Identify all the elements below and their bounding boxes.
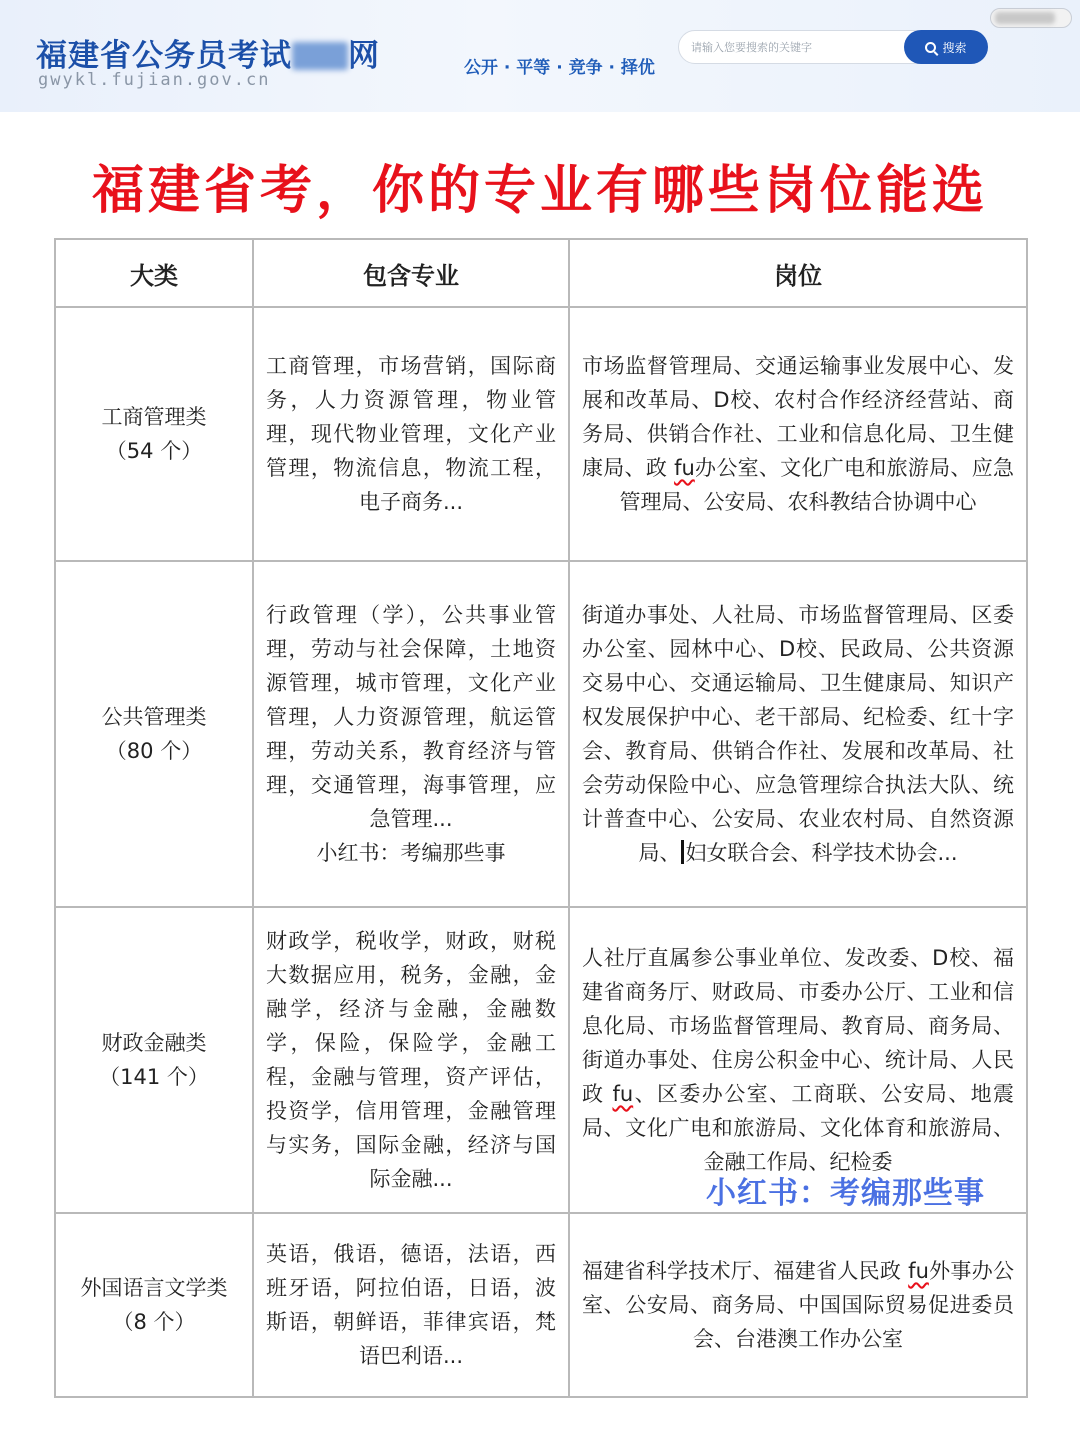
site-url: gwykl.fujian.gov.cn (38, 70, 271, 90)
search-input[interactable]: 请输入您要搜索的关键字 (678, 30, 978, 64)
positions-text: 妇女联合会、科学技术协会... (685, 841, 958, 865)
category-name: 公共管理类 (101, 705, 207, 729)
category-name: 外国语言文学类 (80, 1276, 228, 1300)
table-row (55, 1213, 1027, 1397)
majors-cell: 英语，俄语，德语，法语，西班牙语，阿拉伯语，日语，波斯语，朝鲜语，菲律宾语，梵语巴利语... (253, 1213, 569, 1397)
site-header (0, 0, 1080, 112)
search-icon (925, 42, 936, 53)
header-positions: 岗位 (569, 239, 1027, 307)
category-cell (55, 907, 253, 1213)
blurred-region (292, 42, 348, 70)
positions-text-fu: fu (908, 1259, 929, 1283)
header-category: 大类 (55, 239, 253, 307)
blurred-toggle[interactable] (990, 8, 1072, 28)
site-title[interactable] (36, 30, 380, 75)
positions-cell (569, 1213, 1027, 1397)
positions-text-fu: fu (674, 456, 695, 480)
positions-text: 人社厅直属参公事业单位、发改委、D校、福建省商务厅、财政局、市委办公厅、工业和信息化局、市场监督管理局、教育局、商务局、街道办事处、住房公积金中心、统计局、人民政 (582, 946, 1014, 1106)
major-position-table (54, 238, 1028, 1398)
positions-text: 外事办公室、公安局、商务局、中国国际贸易促进委员会、台港澳工作办公室 (582, 1259, 1014, 1351)
category-count: （80 个） (105, 739, 203, 763)
positions-text: 福建省科学技术厅、福建省人民政 (582, 1259, 909, 1283)
category-cell (55, 307, 253, 561)
positions-text: 办公室、文化广电和旅游局、应急管理局、公安局、农科教结合协调中心 (619, 456, 1014, 514)
site-slogan: 公开 · 平等 · 竞争 · 择优 (464, 58, 655, 78)
search-button-label: 搜索 (942, 40, 967, 55)
table-row (55, 307, 1027, 561)
page-headline: 福建省考，你的专业有哪些岗位能选 (91, 161, 988, 221)
majors-cell: 财政学，税收学，财政，财税大数据应用，税务，金融，金融学，经济与金融，金融数学，保险，保险学，金融工程，金融与管理，资产评估，投资学，信用管理，金融管理与实务，国际金融，经济与国际金融... (253, 907, 569, 1213)
category-cell (55, 561, 253, 907)
category-name: 财政金融类 (101, 1031, 207, 1055)
category-count: （54 个） (105, 439, 203, 463)
positions-cell (569, 561, 1027, 907)
majors-note: 小红书：考编那些事 (316, 841, 506, 865)
positions-text-fu: fu (612, 1082, 634, 1106)
positions-text: 、区委办公室、工商联、公安局、地震局、文化广电和旅游局、文化体育和旅游局、金融工作局、纪检委 (582, 1082, 1014, 1174)
watermark: 小红书：考编那些事 (706, 1176, 985, 1211)
category-count: （141 个） (99, 1065, 209, 1089)
table-row (55, 561, 1027, 907)
table-header-row (55, 239, 1027, 307)
search-button[interactable] (904, 30, 988, 64)
positions-text: 市场监督管理局、交通运输事业发展中心、发展和改革局、D校、农村合作经济经营站、商务局、供销合作社、工业和信息化局、卫生健康局、政 (582, 354, 1014, 480)
majors-cell (253, 561, 569, 907)
category-name: 工商管理类 (101, 405, 207, 429)
majors-cell: 工商管理，市场营销，国际商务，人力资源管理，物业管理，现代物业管理，文化产业管理，物流信息，物流工程，电子商务... (253, 307, 569, 561)
majors-text: 行政管理（学），公共事业管理，劳动与社会保障，土地资源管理，城市管理，文化产业管理，人力资源管理，航运管理，劳动关系，教育经济与管理，交通管理，海事管理，应急管理... (266, 603, 556, 831)
site-title-left: 福建省公务员考试 (36, 38, 292, 74)
positions-cell (569, 307, 1027, 561)
category-count: （8 个） (112, 1310, 196, 1334)
header-majors: 包含专业 (253, 239, 569, 307)
positions-text: 街道办事处、人社局、市场监督管理局、区委办公室、园林中心、D校、民政局、公共资源交易中心、交通运输局、卫生健康局、知识产权发展保护中心、老干部局、纪检委、红十字会、教育局、供销合作社、发展和改革局、社会劳动保险中心、应急管理综合执法大队、统计普查中心、公安局、农业农村局、自然资源局、 (582, 603, 1014, 865)
site-title-right: 网 (348, 38, 380, 74)
category-cell (55, 1213, 253, 1397)
